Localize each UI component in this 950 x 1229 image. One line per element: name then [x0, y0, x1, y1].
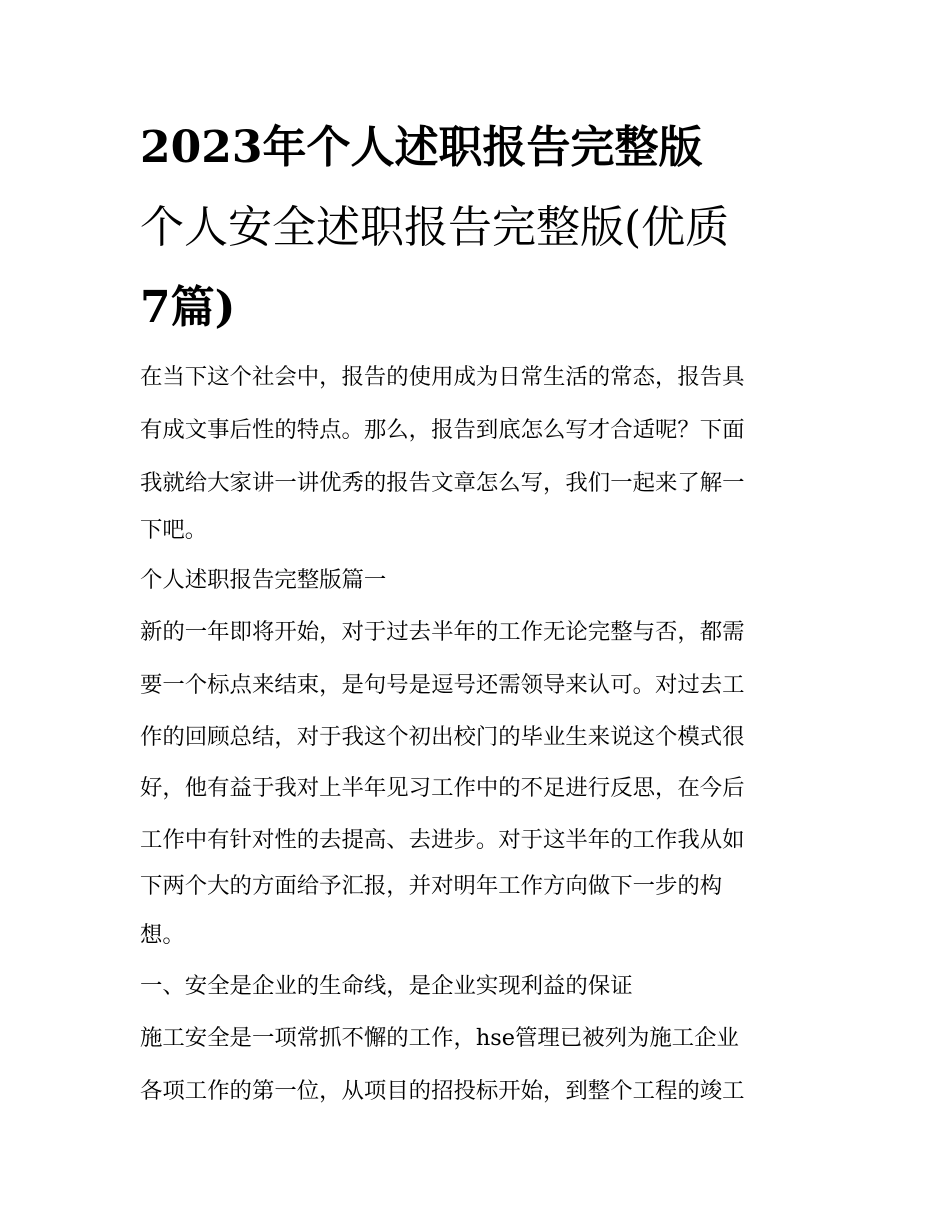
intro-line-2: 有成文事后性的特点。那么，报告到底怎么写才合适呢？下面	[140, 417, 745, 443]
body-line-4: 好，他有益于我对上半年见习工作中的不足进行反思，在今后	[140, 775, 745, 801]
body-line-3: 作的回顾总结，对于我这个初出校门的毕业生来说这个模式很	[140, 724, 745, 750]
body-line-8: 施工安全是一项常抓不懈的工作，hse管理已被列为施工企业	[140, 1025, 739, 1051]
section-heading-2: 一、安全是企业的生命线，是企业实现利益的保证	[140, 973, 633, 999]
body-line-7: 想。	[140, 922, 185, 948]
document-title-line-1: 2023年个人述职报告完整版	[140, 122, 703, 173]
document-title-line-3: 7篇)	[140, 282, 236, 333]
section-heading-1: 个人述职报告完整版篇一	[140, 567, 387, 593]
body-line-1: 新的一年即将开始，对于过去半年的工作无论完整与否，都需	[140, 619, 745, 645]
intro-line-4: 下吧。	[140, 517, 208, 543]
document-title-line-2: 个人安全述职报告完整版(优质	[140, 202, 730, 253]
body-line-2: 要一个标点来结束，是句号是逗号还需领导来认可。对过去工	[140, 672, 745, 698]
body-line-5: 工作中有针对性的去提高、去进步。对于这半年的工作我从如	[140, 827, 745, 853]
body-line-6: 下两个大的方面给予汇报，并对明年工作方向做下一步的构	[140, 873, 723, 899]
body-line-9: 各项工作的第一位，从项目的招投标开始，到整个工程的竣工	[140, 1078, 745, 1104]
intro-line-3: 我就给大家讲一讲优秀的报告文章怎么写，我们一起来了解一	[140, 470, 745, 496]
intro-line-1: 在当下这个社会中，报告的使用成为日常生活的常态，报告具	[140, 364, 745, 390]
